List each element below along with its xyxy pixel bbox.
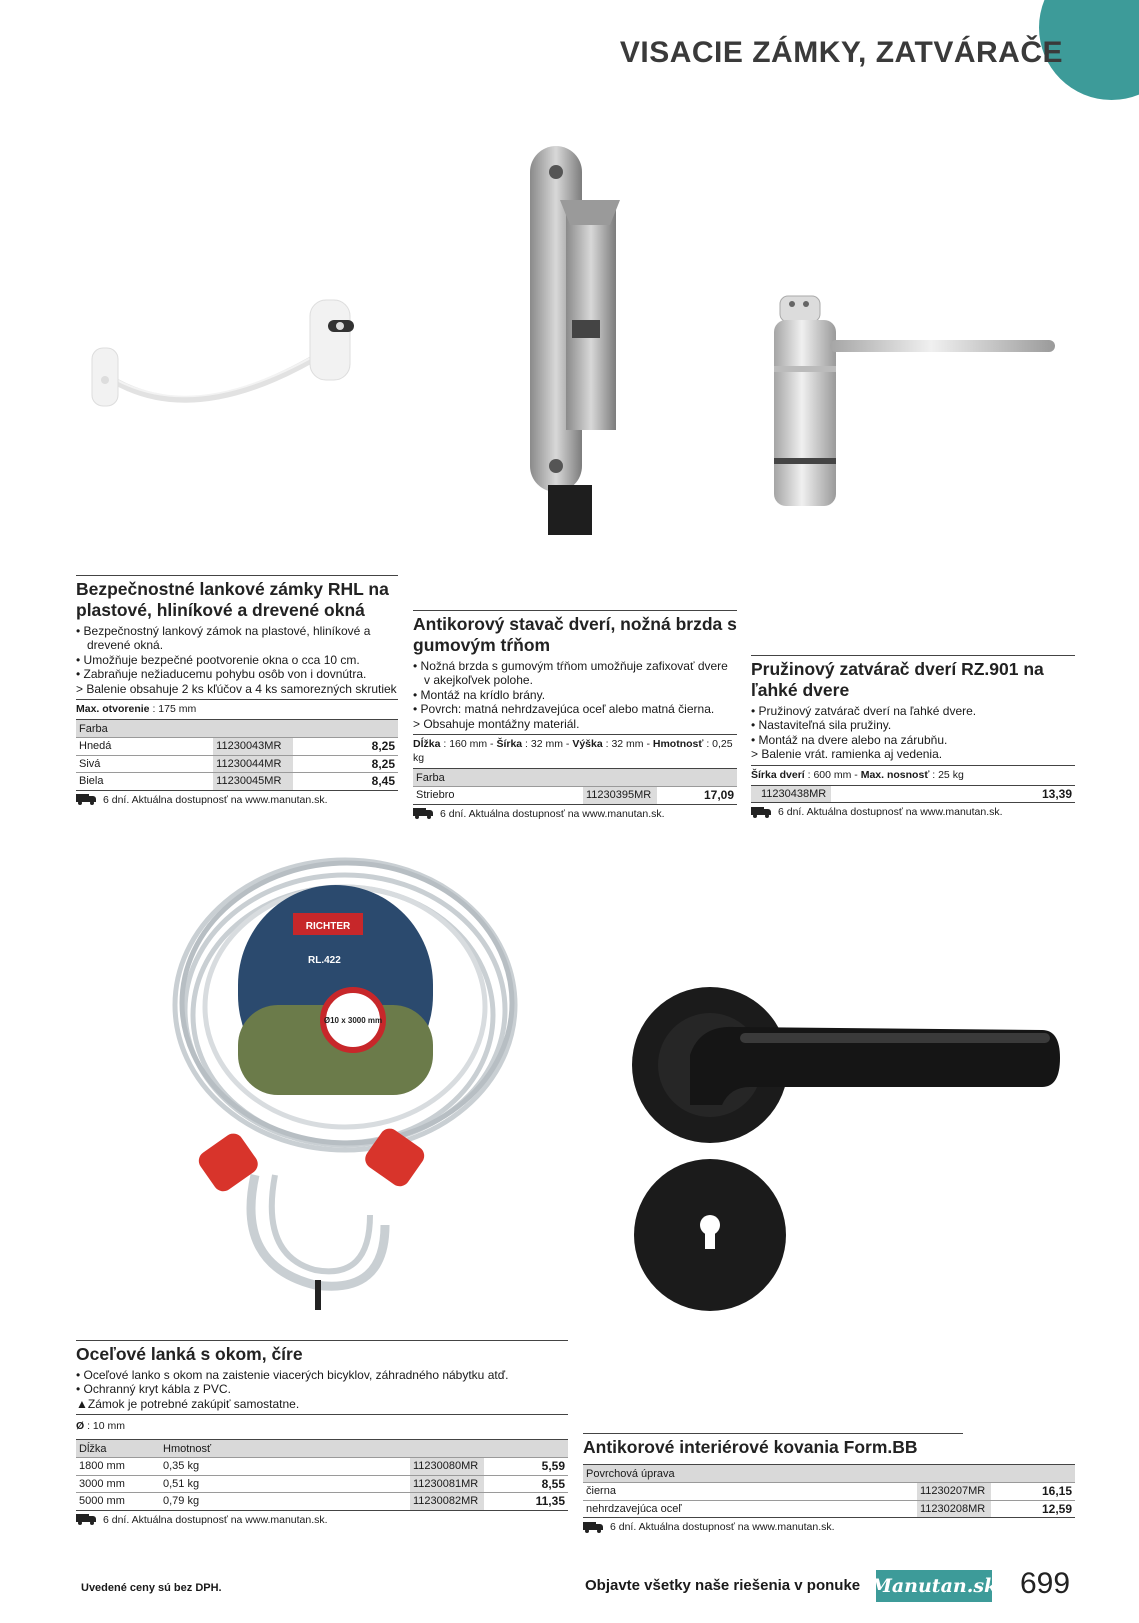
- delivery-info: [751, 806, 1075, 818]
- spec-value: : 0,25 kg: [413, 738, 733, 765]
- delivery-text: 6 dní. Aktuálna dostupnosť na www.manutan.sk.: [103, 793, 328, 806]
- feature-list: [751, 704, 1075, 762]
- cell-code[interactable]: 11230081MR: [410, 1475, 484, 1493]
- price-note: Uvedené ceny sú bez DPH.: [81, 1582, 222, 1594]
- cell-price: 12,59: [991, 1500, 1075, 1518]
- table-header: Povrchová úprava: [583, 1465, 1075, 1483]
- package-size: Ø10 x 3000 mm: [323, 1016, 383, 1025]
- cell-length: 5000 mm: [76, 1493, 160, 1511]
- feature-list: [413, 659, 737, 731]
- cell-finish: nehrdzavejúca oceľ: [583, 1500, 917, 1518]
- table-row: [76, 1493, 568, 1511]
- table-row: [76, 738, 398, 756]
- table-header-weight: Hmotnosť: [160, 1440, 568, 1458]
- delivery-info: [583, 1521, 1075, 1533]
- cell-color: Biela: [76, 773, 213, 791]
- feature-item: • Nastaviteľná sila pružiny.: [751, 718, 892, 733]
- cell-price: 11,35: [484, 1493, 568, 1511]
- package-model: RL.422: [308, 955, 341, 966]
- feature-item: > Balenie vrát. ramienka aj vedenia.: [751, 747, 943, 762]
- spec-line: [76, 699, 398, 719]
- product-title: Pružinový zatvárač dverí RZ.901 na ľahké dvere: [751, 655, 1075, 701]
- spec-value: : 10 mm: [84, 1420, 126, 1433]
- table-header: Farba: [413, 769, 737, 787]
- cell-code[interactable]: 11230043MR: [213, 738, 293, 756]
- spec-value: : 175 mm: [149, 703, 197, 716]
- cell-color: Hnedá: [76, 738, 213, 756]
- product-door-closer: [751, 655, 1075, 818]
- package-brand: RICHTER: [305, 921, 351, 932]
- spec-value: : 32 mm -: [602, 738, 653, 751]
- product-image-door-stop: [520, 140, 640, 555]
- price-table: [751, 785, 1075, 804]
- cell-code[interactable]: 11230045MR: [213, 773, 293, 791]
- feature-item: • Bezpečnostný lankový zámok na plastové, hliníkové a drevené okná.: [76, 624, 371, 653]
- cell-length: 1800 mm: [76, 1458, 160, 1476]
- spec-label: Výška: [572, 738, 603, 751]
- cell-code[interactable]: 11230080MR: [410, 1458, 484, 1476]
- feature-item: ▲Zámok je potrebné zakúpiť samostatne.: [76, 1396, 300, 1411]
- feature-item: • Umožňuje bezpečné pootvorenie okna o cca 10 cm.: [76, 652, 360, 667]
- price-table: [413, 768, 737, 805]
- cell-price: 17,09: [657, 787, 737, 805]
- truck-icon: [583, 1522, 605, 1533]
- page-number: 699: [1020, 1567, 1071, 1600]
- spec-label: Max. nosnosť: [860, 768, 930, 781]
- product-door-stop: [413, 610, 737, 820]
- table-row: [413, 787, 737, 805]
- delivery-info: [413, 808, 737, 820]
- product-title: Bezpečnostné lankové zámky RHL na plastové, hliníkové a drevené okná: [76, 575, 398, 621]
- cell-code[interactable]: 11230208MR: [917, 1500, 991, 1518]
- feature-item: • Oceľové lanko s okom na zaistenie viacerých bicyklov, záhradného nábytku atď.: [76, 1368, 509, 1382]
- cell-weight: 0,51 kg: [160, 1475, 410, 1493]
- table-row: [76, 773, 398, 791]
- product-window-lock: [76, 575, 398, 806]
- manutan-logo[interactable]: Manutan.sk: [876, 1570, 992, 1602]
- feature-item: • Povrch: matná nehrdzavejúca oceľ alebo matná čierna.: [413, 702, 715, 717]
- cell-price: 8,45: [293, 773, 398, 791]
- product-title: Oceľové lanká s okom, číre: [76, 1340, 568, 1365]
- cell-length: 3000 mm: [76, 1475, 160, 1493]
- feature-item: • Ochranný kryt kábla z PVC.: [76, 1382, 231, 1397]
- feature-list: [76, 1368, 568, 1411]
- delivery-info: [76, 794, 398, 806]
- feature-item: • Montáž na krídlo brány.: [413, 687, 546, 702]
- delivery-text: 6 dní. Aktuálna dostupnosť na www.manutan.sk.: [103, 1513, 328, 1526]
- product-image-door-handle: [630, 985, 1075, 1315]
- cell-price: 13,39: [831, 785, 1075, 803]
- product-title: Antikorový stavač dverí, nožná brzda s gumovým tŕňom: [413, 610, 737, 656]
- feature-item: • Nožná brzda s gumovým tŕňom umožňuje zafixovať dvere v akejkoľvek polohe.: [413, 659, 728, 688]
- spec-value: : 32 mm -: [522, 738, 573, 751]
- cell-code[interactable]: 11230082MR: [410, 1493, 484, 1511]
- cell-price: 5,59: [484, 1458, 568, 1476]
- price-table: [583, 1464, 1075, 1518]
- table-row: [76, 1475, 568, 1493]
- product-image-steel-cable: [155, 845, 535, 1325]
- cell-price: 8,25: [293, 738, 398, 756]
- truck-icon: [751, 807, 773, 818]
- delivery-text: 6 dní. Aktuálna dostupnosť na www.manutan.sk.: [440, 807, 665, 820]
- spec-value: : 25 kg: [929, 768, 964, 781]
- cell-code[interactable]: 11230438MR: [751, 785, 831, 803]
- cell-code[interactable]: 11230395MR: [583, 787, 657, 805]
- cell-code[interactable]: 11230207MR: [917, 1483, 991, 1501]
- spec-value: : 600 mm -: [804, 768, 861, 781]
- truck-icon: [76, 794, 98, 805]
- cell-finish: čierna: [583, 1483, 917, 1501]
- product-image-window-lock: [78, 280, 398, 450]
- cell-price: 16,15: [991, 1483, 1075, 1501]
- table-header-length: Dĺžka: [76, 1440, 160, 1458]
- spec-label: Dĺžka: [413, 738, 441, 751]
- price-table: [76, 1439, 568, 1511]
- feature-list: [76, 624, 398, 696]
- feature-item: • Pružinový zatvárač dverí na ľahké dvere.: [751, 704, 977, 718]
- spec-label: Hmotnosť: [652, 738, 704, 751]
- spec-label: Ø: [76, 1420, 85, 1433]
- spec-label: Max. otvorenie: [76, 703, 150, 716]
- cell-color: Striebro: [413, 787, 583, 805]
- cell-color: Sivá: [76, 755, 213, 773]
- spec-label: Šírka: [496, 738, 523, 751]
- table-row: [76, 755, 398, 773]
- spec-line: [76, 1414, 568, 1439]
- cell-code[interactable]: 11230044MR: [213, 755, 293, 773]
- table-header: Farba: [76, 720, 398, 738]
- cell-weight: 0,35 kg: [160, 1458, 410, 1476]
- delivery-info: [76, 1514, 568, 1526]
- truck-icon: [413, 808, 435, 819]
- product-steel-cable: [76, 1340, 568, 1526]
- feature-item: > Obsahuje montážny materiál.: [413, 716, 580, 731]
- spec-label: Šírka dverí: [751, 768, 805, 781]
- product-title: Antikorové interiérové kovania Form.BB: [583, 1433, 963, 1458]
- feature-item: • Zabraňuje nežiaducemu pohybu osôb von i dovnútra.: [76, 667, 367, 682]
- product-image-door-closer: [770, 290, 1060, 515]
- product-door-handle: [583, 1433, 1075, 1533]
- cell-price: 8,25: [293, 755, 398, 773]
- feature-item: > Balenie obsahuje 2 ks kľúčov a 4 ks samorezných skrutiek: [76, 681, 397, 696]
- footer-cta: Objavte všetky naše riešenia v ponuke: [585, 1577, 861, 1594]
- cell-weight: 0,79 kg: [160, 1493, 410, 1511]
- table-row: [583, 1483, 1075, 1501]
- delivery-text: 6 dní. Aktuálna dostupnosť na www.manutan.sk.: [778, 806, 1003, 819]
- table-row: [583, 1500, 1075, 1518]
- spec-line: [751, 765, 1075, 785]
- feature-item: • Montáž na dvere alebo na zárubňu.: [751, 732, 948, 747]
- delivery-text: 6 dní. Aktuálna dostupnosť na www.manutan.sk.: [610, 1521, 835, 1533]
- category-title: VISACIE ZÁMKY, ZATVÁRAČE: [619, 36, 1063, 69]
- table-row: [76, 1458, 568, 1476]
- spec-line: [413, 734, 737, 768]
- truck-icon: [76, 1514, 98, 1525]
- cell-price: 8,55: [484, 1475, 568, 1493]
- price-table: [76, 719, 398, 791]
- table-row: [751, 785, 1075, 803]
- spec-value: : 160 mm -: [440, 738, 497, 751]
